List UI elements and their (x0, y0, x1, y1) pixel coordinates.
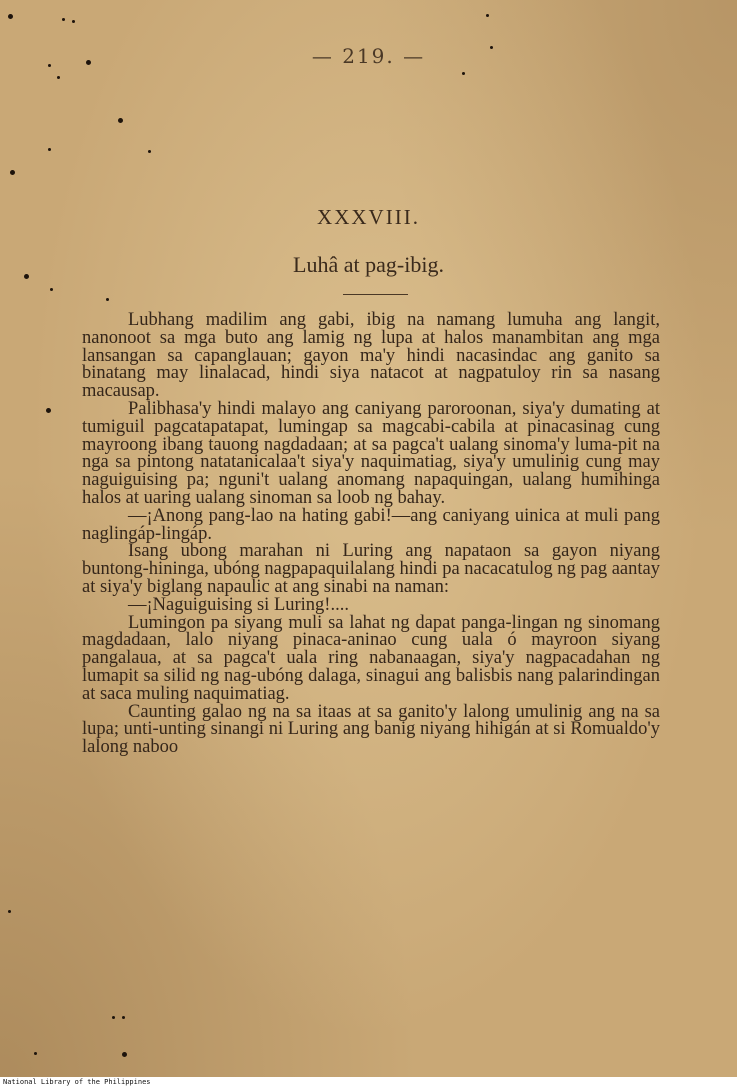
paper-speck (490, 46, 493, 49)
paragraph: Lubhang madilim ang gabi, ibig na namang lumuha ang langit, nanonoot sa mga buto ang lamig ng lupa at halos manambitan ang mga lansangan sa capanglauan; gayon ma'y hindi nacasindac ang ganito sa binatang may linalacad, hindi siya natacot at nagpatuloy rin sa nasang macausap. (82, 310, 660, 402)
paper-speck (46, 408, 51, 413)
chapter-number: XXXVIII. (317, 205, 420, 229)
paper-speck (118, 118, 123, 123)
paper-speck (86, 60, 91, 65)
paper-speck (122, 1052, 127, 1057)
paper-speck (148, 150, 151, 153)
footer-credit: National Library of the Philippines (0, 1077, 737, 1088)
paper-speck (50, 288, 53, 291)
paragraph: Palibhasa'y hindi malayo ang caniyang paroroonan, siya'y dumating at tumiguil pagcatapatapat, lumingap sa magcabi-cabila at pinacasinag cung mayroong ibang tauong nagdadaan; at sa pagca't ualang sinoma'y luma-pit na nga sa pintong natatanicalaa't siya'y naquimatiag, siya'y umulinig cung may naguiguising pa; nguni't ualang anomang napaquingan, ualang humihinga halos at uaring ualang sinoman sa loob ng bahay. (82, 398, 660, 508)
paper-speck (57, 76, 60, 79)
paragraph: —¡Naguiguising si Luring!.... (128, 594, 349, 615)
paragraph: Lumingon pa siyang muli sa lahat ng dapat panga-lingan ng sinomang magdadaan, lalo niyang pinaca-aninao cung uala ó mayroon siyang pangalaua, at sa pagca't uala ring nabanaagan, siya'y nagpacadahan ng lumapit sa silid ng nag-ubóng dalaga, sinagui ang balisbis nang palarindingan at saca muling naquimatiag. (82, 612, 660, 704)
paper-speck (8, 910, 11, 913)
paper-speck (72, 20, 75, 23)
chapter-title: Luhâ at pag-ibig. (293, 252, 444, 277)
paper-speck (34, 1052, 37, 1055)
paper-speck (106, 298, 109, 301)
paper-speck (62, 18, 65, 21)
paper-speck (112, 1016, 115, 1019)
paper-speck (24, 274, 29, 279)
chapter-body (82, 312, 660, 757)
paper-speck (48, 148, 51, 151)
paper-speck (48, 64, 51, 67)
paragraph: Isang ubong marahan ni Luring ang napataon sa gayon niyang buntong-hininga, ubóng nagpapaquilalang hindi pa nacacatulog ng pag aantay at siya'y biglang napaulic at ang sinabi na naman: (82, 541, 660, 597)
paper-speck (10, 170, 15, 175)
title-divider (343, 294, 408, 295)
paper-speck (462, 72, 465, 75)
paragraph: —¡Anong pang-lao na hating gabi!—ang caniyang uinica at muli pang naglingáp-lingáp. (82, 505, 660, 544)
paragraph: Caunting galao ng na sa itaas at sa ganito'y lalong umulinig ang na sa lupa; unti-unting sinangi ni Luring ang banig niyang hihigán at si Romualdo'y lalong naboo (82, 701, 660, 758)
page-number: — 219. — (311, 44, 426, 68)
paper-speck (486, 14, 489, 17)
paper-speck (8, 14, 13, 19)
paper-speck (122, 1016, 125, 1019)
